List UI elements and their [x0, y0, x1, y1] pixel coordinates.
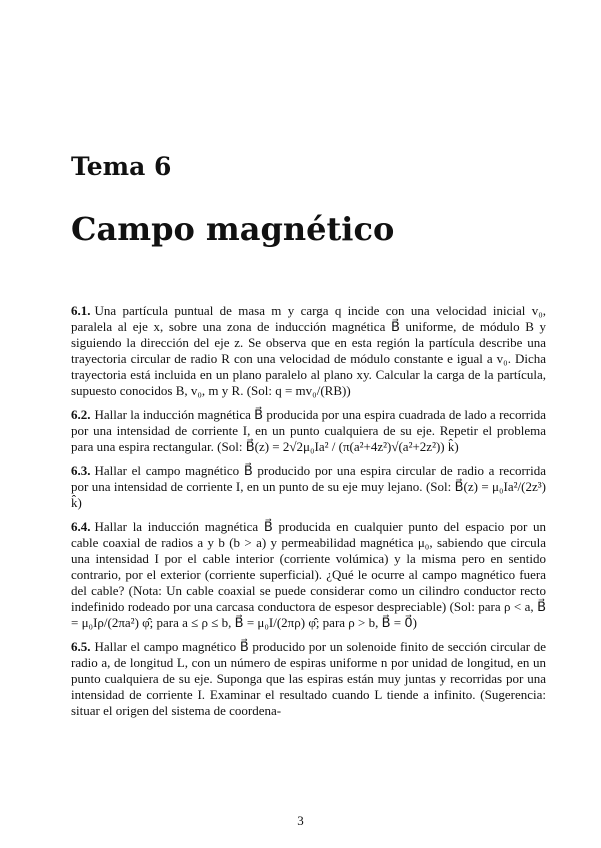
problem-text: Hallar el campo magnético B⃗ producido por una espira circular de radio a recorrida por una intensidad de corriente I, en un punto de su eje muy lejano. (Sol: B⃗(z) = μ₀Ia²/(2z³) k̂): [71, 463, 546, 510]
problem-number: 6.3.: [71, 463, 91, 478]
problem-number: 6.2.: [71, 407, 91, 422]
problem-text: Hallar la inducción magnética B⃗ producida en cualquier punto del espacio por un cable coaxial de radios a y b (b > a) y permeabilidad magnética μ₀, sabiendo que circula una intensidad I por el cable interior (corriente volúmica) y la misma pero en sentido contrario, por el exterior (corriente superficial). ¿Qué le ocurre al campo magnético fuera del cable? (Nota: Un cable coaxial se puede considerar como un cilindro conductor recto indefinido rodeado por una carcasa conductora de espesor despreciable) (Sol: para ρ < a, B⃗ = μ₀Iρ/(2πa²) φ̂; para a ≤ ρ ≤ b, B⃗ = μ₀I/(2πρ) φ̂; para ρ > b, B⃗ = 0⃗): [71, 519, 546, 630]
problem-text: Una partícula puntual de masa m y carga q incide con una velocidad inicial v₀, paralela al eje x, sobre una zona de inducción magnética B⃗ uniforme, de módulo B y siguiendo la dirección del eje z. Se observa que en esta región la partícula describe una trayectoria circular de radio R con una velocidad de módulo constante e igual a v₀. Dicha trayectoria está incluida en un plano paralelo al plano xy. Calcular la carga de la partícula, supuesto conocidos B, v₀, m y R. (Sol: q = mv₀/(RB)): [71, 303, 546, 398]
problem-6-1: [71, 303, 546, 399]
chapter-label: Tema 6: [71, 152, 172, 181]
problem-number: 6.5.: [71, 639, 91, 654]
problem-6-2: [71, 407, 546, 455]
problem-6-4: [71, 519, 546, 631]
problem-6-3: [71, 463, 546, 511]
problem-list: [71, 303, 546, 727]
chapter-title: Campo magnético: [71, 210, 395, 248]
problem-number: 6.4.: [71, 519, 91, 534]
problem-6-5: [71, 639, 546, 719]
problem-text: Hallar el campo magnético B⃗ producido por un solenoide finito de sección circular de radio a, de longitud L, con un número de espiras uniforme n por unidad de longitud, en un punto cualquiera de su eje. Suponga que las espiras están muy juntas y recorridas por una intensidad de corriente I. Examinar el resultado cuando L tiende a infinito. (Sugerencia: situar el origen del sistema de coordena-: [71, 639, 546, 718]
page-number: 3: [297, 813, 304, 828]
problem-text: Hallar la inducción magnética B⃗ producida por una espira cuadrada de lado a recorrida por una intensidad de corriente I, en un punto cualquiera de su eje. Repetir el problema para una espira rectangular. (Sol: B⃗(z) = 2√2μ₀Ia² / (π(a²+4z²)√(a²+2z²)) k̂): [71, 407, 546, 454]
problem-number: 6.1.: [71, 303, 91, 318]
